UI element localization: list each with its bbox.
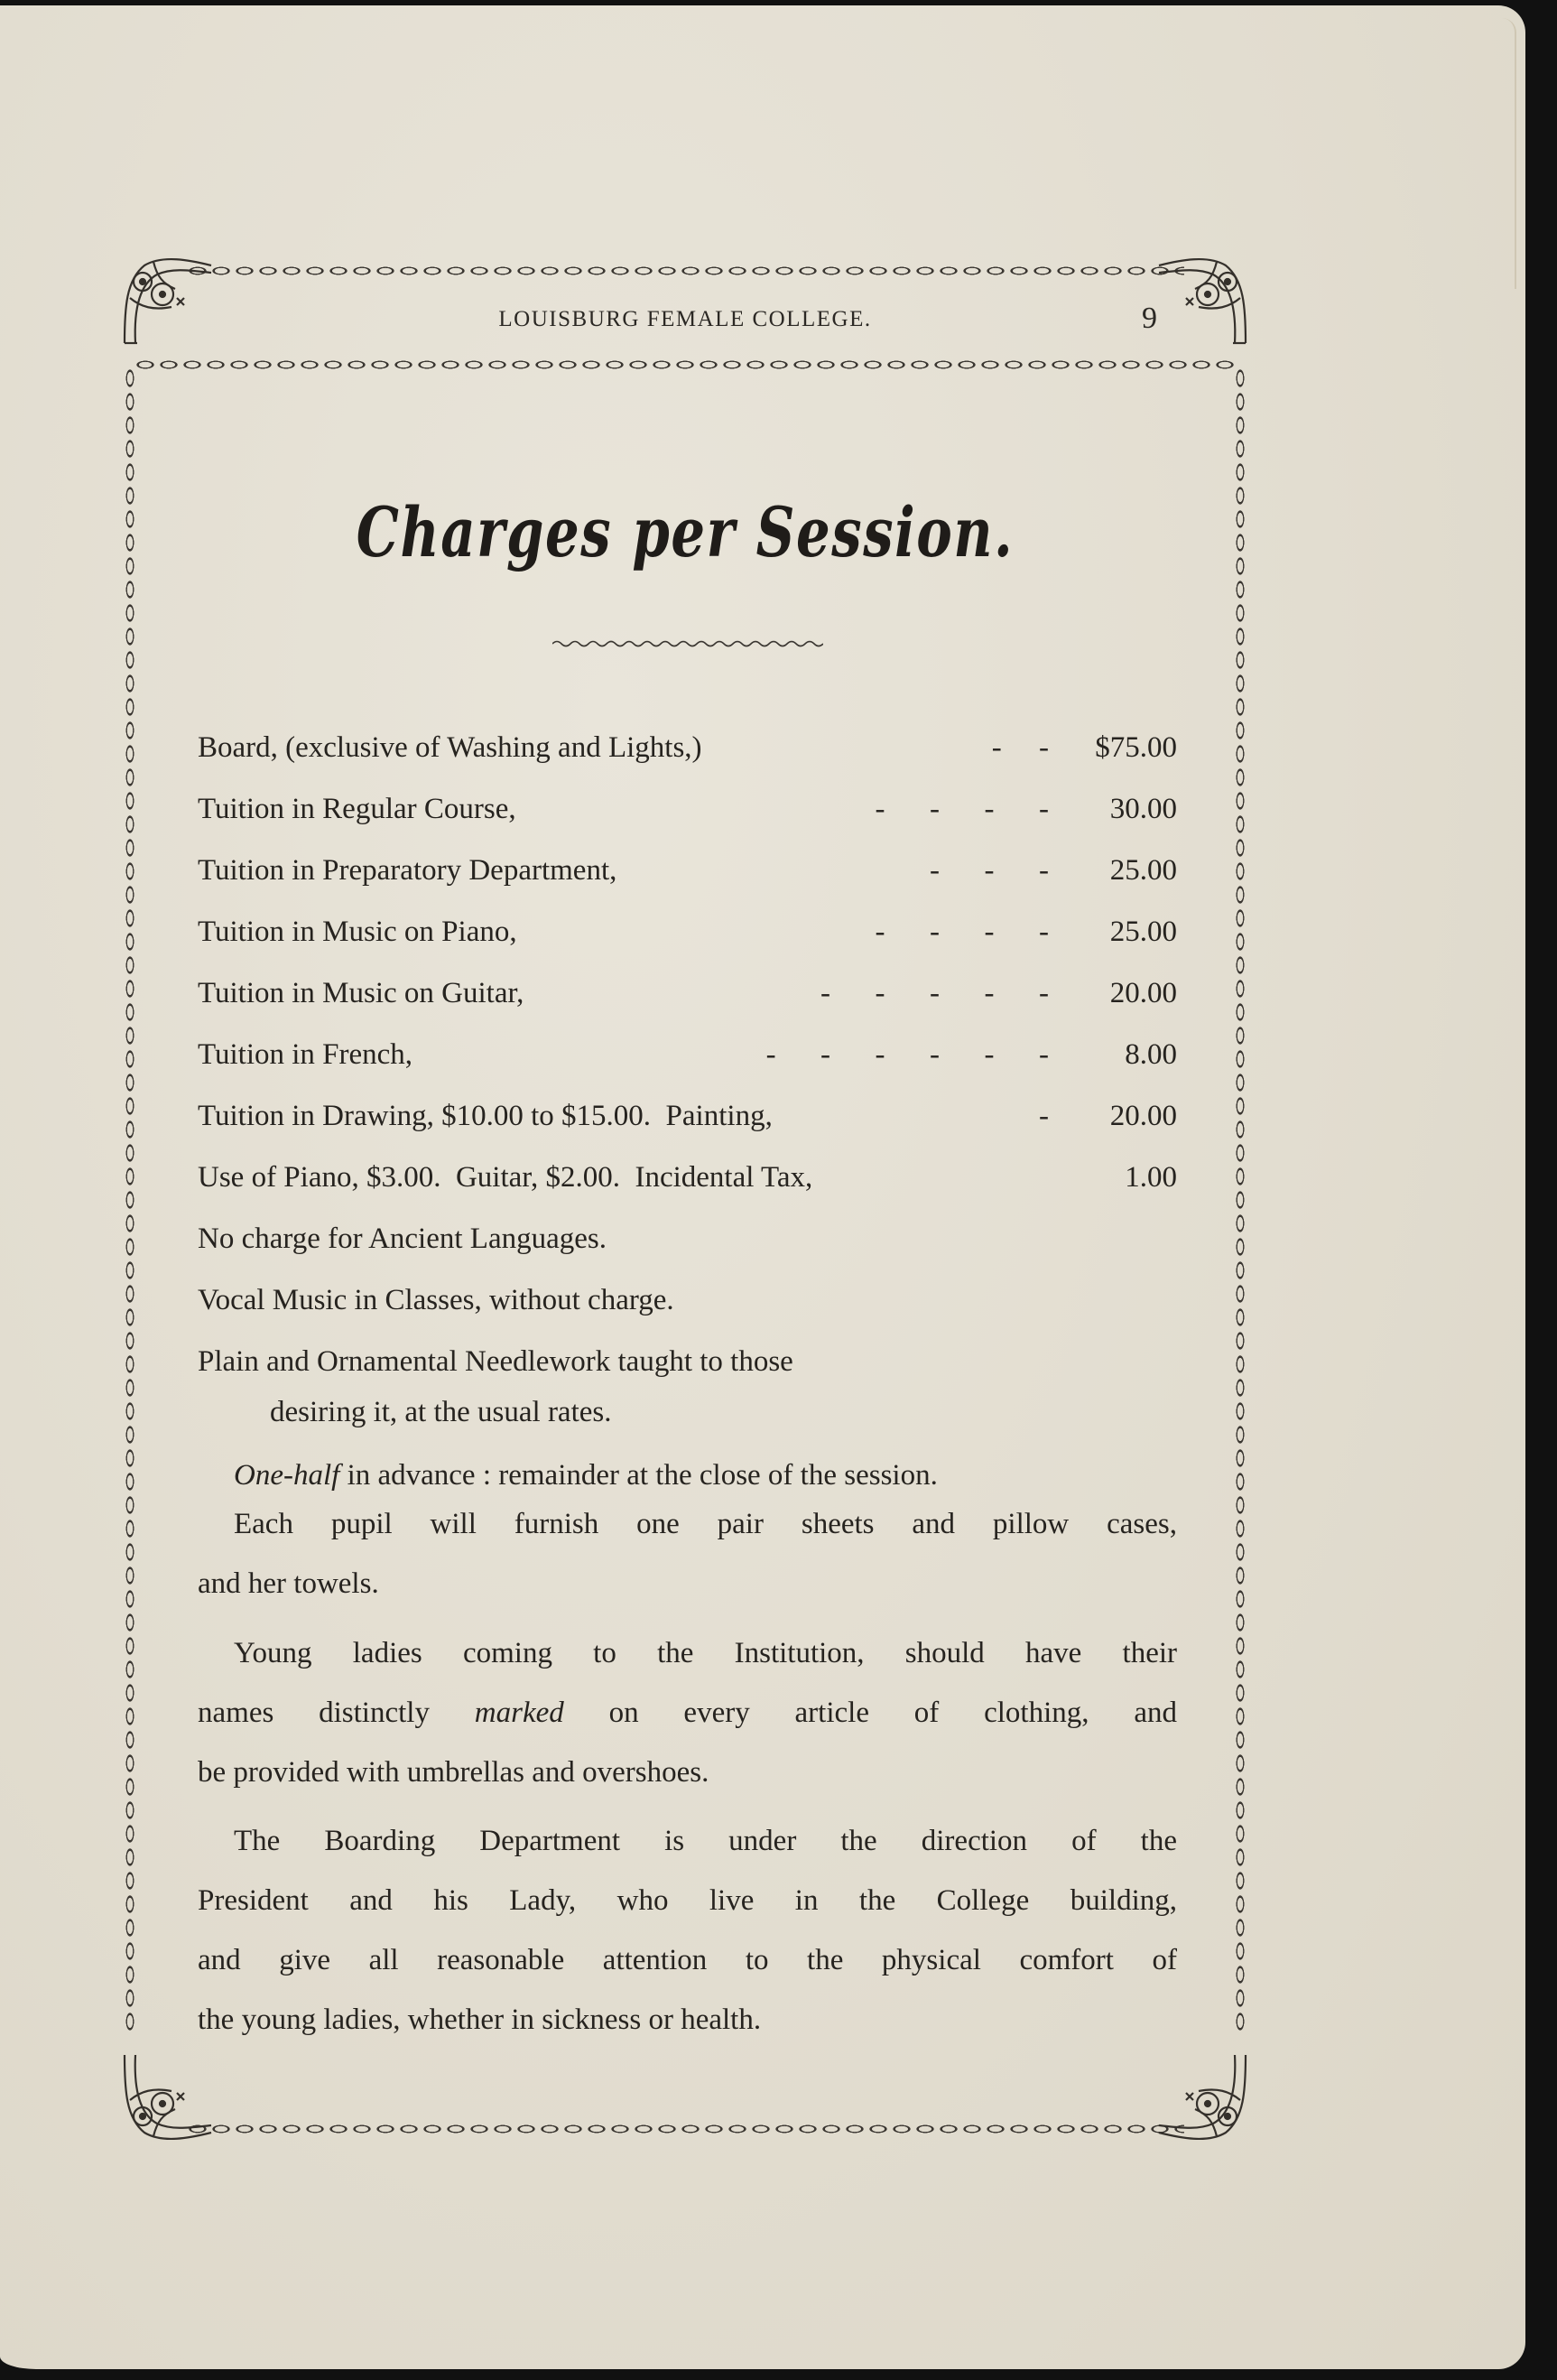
charge-label: Tuition in Music on Guitar, (198, 977, 524, 1009)
page-number: 9 (1142, 302, 1157, 335)
note-ancient-languages: No charge for Ancient Languages. (198, 1223, 607, 1255)
charge-amount: 30.00 (1109, 793, 1177, 825)
running-header (123, 303, 1247, 339)
charge-row-drawing (198, 1100, 1177, 1141)
border-left-chain (125, 367, 135, 2031)
clothing-paragraph (198, 1637, 1177, 1816)
boarding-line-3: and give all reasonable attention to the physical comfort of (198, 1944, 1177, 1976)
charge-leader: - - - - (875, 793, 1049, 825)
charge-label: Tuition in French, (198, 1038, 413, 1071)
clothing-line-2-pre: names distinctly (198, 1697, 475, 1729)
border-top-chain (186, 265, 1184, 276)
page-edge (1487, 18, 1516, 289)
furnish-line-2: and her towels. (198, 1567, 379, 1600)
charge-row-regular-course (198, 793, 1177, 834)
boarding-line-4: the young ladies, whether in sickness or health. (198, 2003, 762, 2036)
furnish-paragraph (198, 1508, 1177, 1627)
charge-leader: - - (991, 731, 1049, 764)
note-vocal-music: Vocal Music in Classes, without charge. (198, 1284, 674, 1316)
charges-section (198, 731, 1177, 2041)
boarding-line-2: President and his Lady, who live in the College building, (198, 1884, 1177, 1917)
note-needlework-continued: desiring it, at the usual rates. (270, 1396, 612, 1428)
charge-amount: 1.00 (1125, 1161, 1177, 1194)
charge-amount: 20.00 (1109, 977, 1177, 1009)
charge-leader: - - - - - - (765, 1038, 1049, 1071)
border-bottom-chain (186, 2124, 1184, 2134)
charge-label: Tuition in Music on Piano, (198, 916, 517, 948)
charge-amount: 8.00 (1125, 1038, 1177, 1071)
charge-amount: $75.00 (1095, 731, 1177, 764)
charge-row-guitar (198, 977, 1177, 1018)
boarding-paragraph (198, 1825, 1177, 2063)
running-header-title: LOUISBURG FEMALE COLLEGE. (498, 307, 872, 331)
charge-label: Use of Piano, $3.00. Guitar, $2.00. Incidental Tax, (198, 1161, 813, 1194)
charge-row-incidental (198, 1161, 1177, 1203)
charge-label: Tuition in Regular Course, (198, 793, 516, 825)
clothing-line-1: Young ladies coming to the Institution, should have their (234, 1637, 1177, 1669)
charge-row-preparatory (198, 854, 1177, 896)
charge-row-piano (198, 916, 1177, 957)
clothing-line-3: be provided with umbrellas and overshoes. (198, 1756, 709, 1789)
payment-rest: in advance : remainder at the close of the session. (339, 1459, 938, 1492)
clothing-line-2 (198, 1697, 1177, 1756)
charge-leader: - - - - (875, 916, 1049, 948)
charge-label: Board, (exclusive of Washing and Lights,) (198, 731, 702, 764)
charge-row-french (198, 1038, 1177, 1080)
payment-terms (234, 1459, 938, 1492)
charge-amount: 25.00 (1109, 916, 1177, 948)
boarding-line-1: The Boarding Department is under the direction of the (234, 1825, 1177, 1857)
border-right-chain (1235, 367, 1246, 2031)
clothing-emphasis: marked (474, 1697, 564, 1729)
charge-label: Tuition in Preparatory Department, (198, 854, 617, 887)
note-needlework: Plain and Ornamental Needlework taught to those (198, 1345, 793, 1378)
charge-leader: - - - (930, 854, 1049, 887)
charge-row-board (198, 731, 1177, 773)
payment-emphasis: One-half (234, 1459, 340, 1492)
header-divider-chain (134, 359, 1237, 370)
clothing-line-2-post: on every article of clothing, and (563, 1697, 1177, 1729)
decorative-wavy-rule-icon (552, 639, 823, 648)
charge-amount: 25.00 (1109, 854, 1177, 887)
charge-leader: - - - - - (820, 977, 1049, 1009)
charge-amount: 20.00 (1109, 1100, 1177, 1132)
charge-leader: - (1039, 1100, 1049, 1132)
furnish-line-1: Each pupil will furnish one pair sheets and pillow cases, (234, 1508, 1177, 1540)
charge-label: Tuition in Drawing, $10.00 to $15.00. Painting, (198, 1100, 773, 1132)
section-heading: Charges per Session. (356, 492, 1015, 572)
